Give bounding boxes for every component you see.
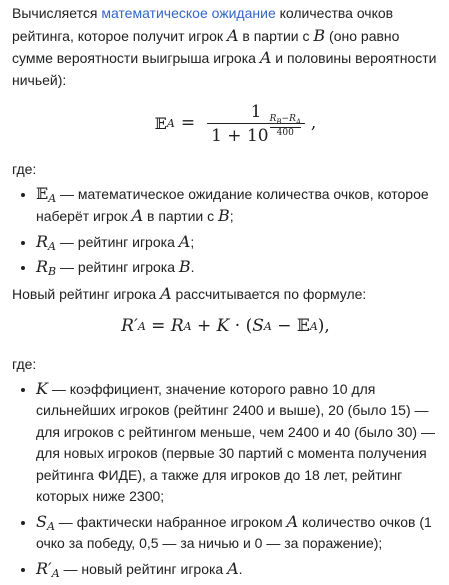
math-symbol: B (313, 25, 326, 45)
intro-text: (оно равно сумме вероятности выигрыша игрока (12, 27, 400, 66)
new-rating-formula: R′ A = R A + K · ( S A − 𝔼 A ), (121, 316, 330, 337)
intro-text: Вычисляется (12, 5, 102, 21)
fraction-denominator (207, 113, 305, 148)
list-item: • $S_A$ — фактически набранное игроком A количество очков (1 очко за победу, 0,5 — за ничью и 0 — за поражение); (36, 511, 439, 555)
where-label: где: (12, 356, 37, 372)
formula-equals: = (180, 113, 196, 134)
exponent-fraction (270, 114, 301, 138)
list-item: • 𝔼$_A$ — математическое ожидание количества очков, которое наберёт игрок A в партии с B; (36, 183, 439, 228)
intro-text: и половины вероятности ничьей): (12, 50, 437, 88)
exponent-numerator: $R_B-R_A$ (269, 113, 301, 126)
intro-text: количества очков рейтинга, которое получит игрок (12, 5, 394, 44)
math-symbol: A (226, 25, 239, 45)
fraction-numerator: 1 (250, 101, 262, 122)
denominator-base: 1 + 10 (211, 125, 269, 146)
list-item: • $R_B$ — рейтинг игрока B. (36, 256, 439, 279)
list-item: • $R'_A$ — новый рейтинг игрока A. (36, 558, 439, 581)
formula-fraction (207, 101, 305, 148)
definitions-list (12, 378, 439, 581)
expected-value-link[interactable]: математическое ожидание (101, 5, 276, 21)
intro-text: в партии с (238, 27, 314, 44)
formula-comma: , (310, 113, 317, 134)
intro-paragraph (12, 1, 439, 91)
list-item: • $R_A$ — рейтинг игрока A; (36, 231, 439, 254)
math-symbol: A (259, 48, 272, 67)
expected-score-formula: 𝔼 A = 1 1 + 10 $R_B-R_A$ 400 , (154, 101, 317, 146)
new-rating-paragraph: Новый рейтинг игрока A рассчитывается по формуле: (12, 283, 367, 303)
article-content (0, 1, 449, 580)
definitions-list (12, 183, 439, 279)
list-item: • K — коэффициент, значение которого равно 10 для сильнейших игроков (рейтинг 2400 и выше), 20 (было 15) — для игроков с рейтингом меньше, чем 2400 и 40 (было 30) — для новых игроков (первые 30 партий с момента получения рейтинга ФИДЕ), а также для игроков до 18 лет, рейтинг которых ниже 2300; (36, 378, 439, 508)
exponent-denominator: 400 (276, 127, 294, 138)
where-label: где: (12, 161, 37, 177)
formula-lhs: 𝔼 (154, 114, 167, 134)
